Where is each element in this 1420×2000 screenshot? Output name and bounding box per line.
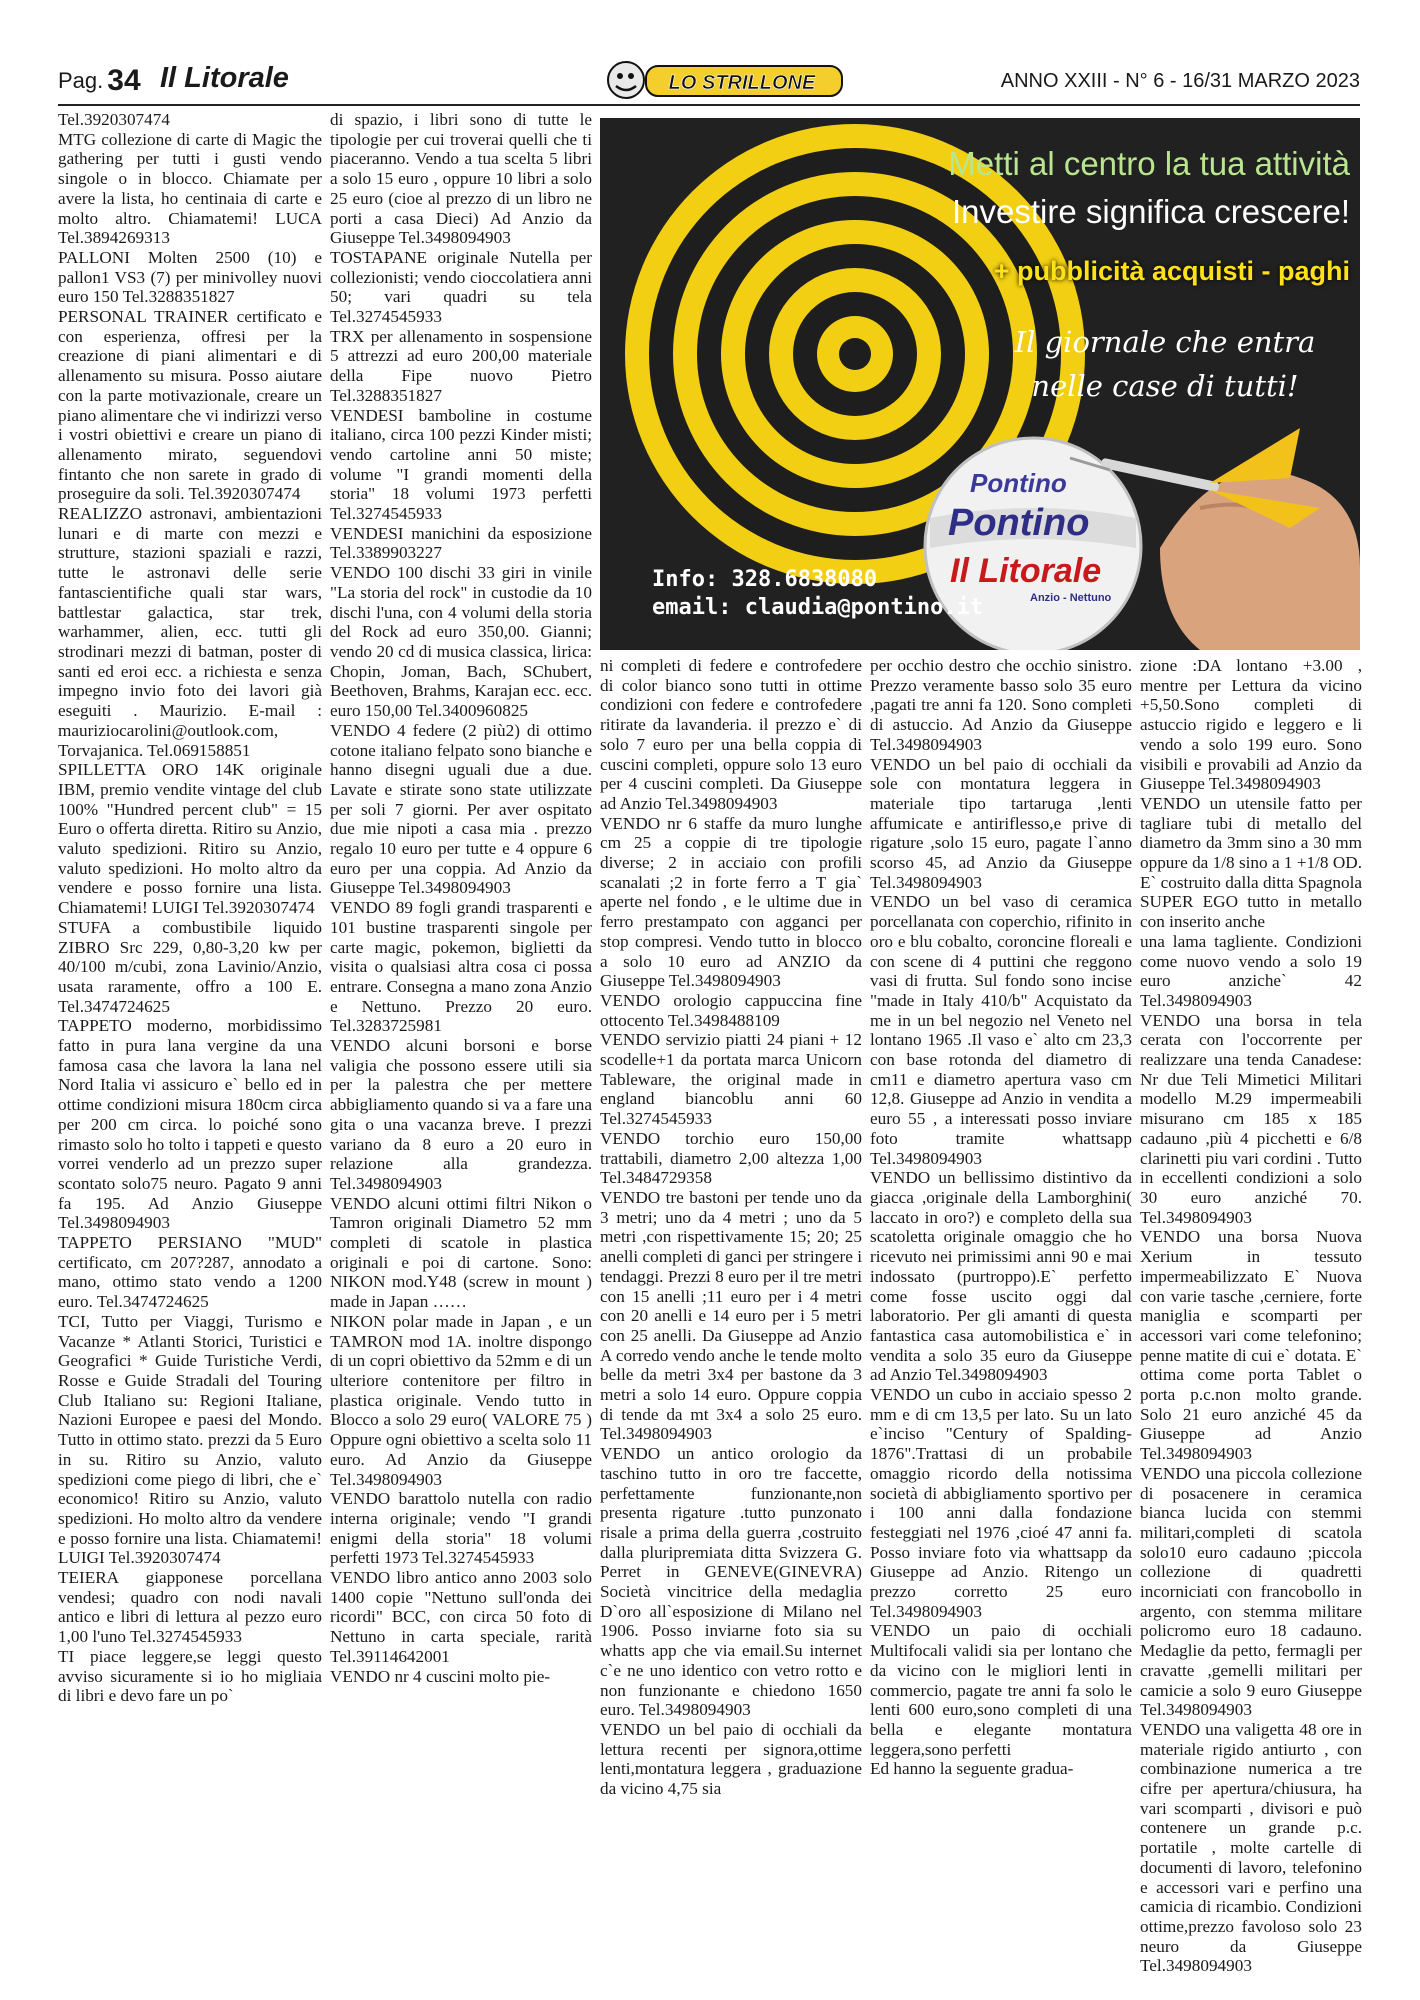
classified-ad: VENDO nr 4 cuscini molto pie- [330, 1666, 551, 1686]
ad-slogan-line-2: nelle case di tutti! [1031, 369, 1299, 403]
page-header [58, 58, 1360, 106]
classified-ad: Tel.3920307474 [58, 110, 170, 129]
ad-slogan-line-1: Il giornale che entra [1014, 325, 1316, 359]
classified-ad: VENDO una borsa in tela cerata con l'occorrente per realizzare una tenda Canadese: Nr due Teli Mimetici Militari modello M.29 impermeabili misurano cm 185 x 185 cadauno ,più 4 picchetti e 6/8 clarinetti piu vari cordini . Tutto in eccellenti condizioni a solo 30 euro anziché 70. Tel.3498094903 [1140, 1010, 1362, 1227]
page-number: 34 [107, 64, 141, 97]
ad-headline-2: Investire significa crescere! [952, 193, 1350, 230]
classified-ad: VENDO 100 dischi 33 giri in vinile "La storia del rock" in custodie da 10 dischi l'una, con 4 volumi della storia del Rock ad euro 350,00. Gianni; vendo 20 cd di musica classica, lirica: Chopin, Joman, Bach, SChubert, Beethoven, Brahms, Karajan ecc. ecc. euro 150,00 Tel.3400960825 [330, 563, 592, 721]
classified-ad: VENDO un bel paio di occhiali da lettura recenti per signora,ottime lenti,montatura leggera , graduazione da vicino 4,75 sia [600, 1719, 862, 1799]
classified-ad: TOSTAPANE originale Nutella per collezionisti; vendo cioccolatiera anni 50; vari quadri su tela Tel.3274545933 [330, 247, 592, 327]
ad-headline-3: + pubblicità acquisti - paghi [993, 256, 1350, 286]
classified-ad: VENDO un utensile fatto per tagliare tubi di metallo del diametro da 3mm sino a 30 mm oppure da 1/8 sino a 1 +1/8 OD. E` costruito dalla ditta Spagnola SUPER EGO tutto in metallo con inserito anche [1140, 793, 1362, 932]
classified-ad: VENDO una valigetta 48 ore in materiale rigido antiurto , con combinazione numerica a tre cifre per apertura/chiusura, ha vari scomparti , divisori e può contenere un grande p.c. portatile , molte cartelle di documenti di lavoro, telefonino e accessori vari e perfino una camicia di ricambio. Condizioni ottime,prezzo favoloso solo 23 neuro da Giuseppe Tel.3498094903 [1140, 1719, 1362, 1976]
header-rule [58, 104, 1360, 106]
classified-ad: VENDESI bamboline in costume italiano, circa 100 pezzi Kinder misti; vendo cartoline anni 50 miste; volume "I grandi momenti della storia" 18 volumi 1973 perfetti Tel.3274545933 [330, 405, 592, 524]
ball-label-sub: Anzio - Nettuno [1030, 592, 1112, 604]
classified-ad: REALIZZO astronavi, ambientazioni lunari e di marte con mezzi e strutture, stazioni spaziali e razzi, tutte le astronavi delle serie fantascientifiche quali star wars, battlestar galactica, star trek, warhammer, alien, ecc. tutti gli strodinari mezzi di batman, poster di santi ed eroi ecc. a richiesta e senza impegno invio foto dei lavori già eseguiti . Maurizio. E-mail : mauriziocarolini@outlook.com, Torvajanica. Tel.069158851 [58, 504, 322, 760]
ball-label-mid: Pontino [948, 502, 1090, 544]
classified-ad: VENDO un antico orologio da taschino tutto in oro tre faccette, perfettamente funzionante,non presenta rigature .tutto punzonato risale a prima della guerra ,costruito dalla pluripremiata ditta Svizzera G. Perret in GENEVE(GINEVRA) Società vincitrice della medaglia D`oro all`esposizione di Milano nel 1906. Posso inviarne foto sia su whatts app che via email.Su internet c`e ne uno identico con vetro rotto e non funzionante e chiedono 1650 euro. Tel.3498094903 [600, 1444, 862, 1720]
classified-ad: VENDO tre bastoni per tende uno da 3 metri; uno da 4 metri ; uno da 5 metri ,con rispettivamente 15; 20; 25 anelli completi di ganci per stringere i tendaggi. Prezzi 8 euro per il tre metri con 15 anelli ;11 euro per i 4 metri con 20 anelli e 14 euro per i 5 metri con 25 anelli. Da Giuseppe ad Anzio A corredo vendo anche le tende molto belle da metri 3x4 per bastone da 3 metri a solo 14 euro. Oppure coppia di tende da mt 3x4 a solo 25 euro. Tel.3498094903 [600, 1187, 862, 1444]
issue-info: ANNO XXIII - N° 6 - 16/31 MARZO 2023 [1000, 70, 1360, 92]
classified-ad: VENDO un cubo in acciaio spesso 2 mm e di cm 13,5 per lato. Su un lato e`inciso "Century of Spalding-1876".Trattasi di un probabile omaggio ricordo della notissima società di abbigliamento sportivo per i 100 anni dalla fondazione festeggiati nel 1976 ,cioé 47 anni fa. Posso inviare foto via whattsapp da Giuseppe ad Anzio. Ritengo un prezzo corretto 25 euro Tel.3498094903 [870, 1385, 1132, 1621]
classified-ad: VENDO alcuni borsoni e borse valigia che possono essere utili sia per la palestra che per mettere abbigliamento quando si va a fare una gita o una vacanza breve. I prezzi variano da 8 euro a 20 euro in relazione alla grandezza. Tel.3498094903 [330, 1036, 592, 1193]
classified-ad: VENDO alcuni ottimi filtri Nikon o Tamron originali Diametro 52 mm completi di scatole in plastica originali e poi di cartone. Sono: NIKON mod.Y48 (screw in mount ) made in Japan …… [330, 1193, 592, 1312]
classified-ad: Ed hanno la seguente gradua- [870, 1759, 1074, 1779]
ball-label-bottom: Il Litorale [950, 552, 1102, 590]
logo-text: LO STRILLONE [668, 72, 816, 94]
classified-ad: TAPPETO moderno, morbidissimo fatto in pura lana vergine da una famosa casa che lavora la lana nel Nord Italia vi assicuro e` bello ed in ottime condizioni misura 180cm circa per 200 cm circa. lo poiché sono rimasto solo ho tolto i tappeti e questo vorrei venderlo ad un prezzo super scontato solo75 neuro. Pagato 9 anni fa 195. Ad Anzio Giuseppe Tel.3498094903 [58, 1016, 322, 1233]
classified-ad: VENDO 4 federe (2 più2) di ottimo cotone italiano felpato sono bianche e hanno disegni uguali due a due. Lavate e stirate sono state utilizzate per soli 7 giorni. Per aver ospitato due mie nipoti a casa mia . prezzo regalo 10 euro per tutte e 4 oppure 6 euro per una coppia. Ad Anzio da Giuseppe Tel.3498094903 [330, 720, 592, 898]
page-number-block [58, 62, 141, 96]
classified-ad: VENDO servizio piatti 24 piani + 12 scodelle+1 da portata marca Unicorn Tableware, the original made in england biancoblu anni 60 Tel.3274545933 [600, 1030, 862, 1129]
ad-slogan [980, 320, 1350, 408]
lo-strillone-logo [600, 58, 848, 102]
classified-ad: TRX per allenamento in sospensione 5 attrezzi ad euro 200,00 materiale della Fipe nuovo Pietro Tel.3288351827 [330, 326, 592, 405]
classified-ad: VENDO 89 fogli grandi trasparenti e 101 bustine trasparenti singole per carte magic, pokemon, biglietti da visita o qualsiasi altra cosa ci possa entrare. Consegna a mano zona Anzio e Nettuno. Prezzo 20 euro. Tel.3283725981 [330, 898, 592, 1036]
classifieds-column-1 [58, 110, 322, 1978]
classifieds-column-2 [330, 110, 592, 1978]
classified-ad: per occhio destro che occhio sinistro. Prezzo veramente basso solo 35 euro ,pagati tre anni fa 120. Sono completi di astuccio. Ad Anzio da Giuseppe Tel.3498094903 [870, 656, 1132, 754]
classifieds-column-4 [870, 656, 1132, 1978]
ad-phone: Info: 328.6838080 [652, 567, 878, 592]
newspaper-name: Il Litorale [160, 62, 289, 94]
classified-ad: SPILLETTA ORO 14K originale IBM, premio vendite vintage del club 100% "Hundred percent club" = 15 Euro o offerta diretta. Ritiro su Anzio, valuto spedizioni. Ritiro su Anzio, valuto spedizioni. Ho molto altro da vendere e posso fornire una lista. Chiamatemi! LUIGI Tel.3920307474 [58, 760, 322, 918]
classified-ad: TAPPETO PERSIANO "MUD" certificato, cm 207?287, annodato a mano, ottimo stato vendo a 1200 euro. Tel.3474724625 [58, 1233, 322, 1312]
classified-ad: VENDO orologio cappuccina fine ottocento Tel.3498488109 [600, 990, 862, 1030]
classified-ad: VENDO nr 6 staffe da muro lunghe cm 25 a coppie di tre tipologie diverse; 2 in acciaio con profili scanalati ;2 in forte ferro a T gia` aperte nel fondo , e le ultime due in ferro prestampato con agganci per stop compresi. Vendo tutto in blocco a solo 10 euro ad ANZIO da Giuseppe Tel.3498094903 [600, 813, 862, 991]
classifieds-column-3 [600, 656, 862, 1978]
classified-ad: una lama tagliente. Condizioni come nuovo vendo a solo 19 euro anziche` 42 Tel.3498094903 [1140, 931, 1362, 1010]
classified-ad: TEIERA giapponese porcellana vendesi; quadro con nodi navali antico e libri di lettura al pezzo euro 1,00 l'uno Tel.3274545933 [58, 1568, 322, 1647]
ad-email: email: claudia@pontino.it [652, 595, 984, 620]
ad-headline-1: Metti al centro la tua attività [948, 145, 1350, 182]
classified-ad: ni completi di federe e controfedere di color bianco sono tutti in ottime condizioni con federe e controfedere ritirate da lavanderia. il prezzo e` di solo 7 euro per una bella coppia di cuscini completi, oppure solo 13 euro per 4 cuscini completi. Da Giuseppe ad Anzio Tel.3498094903 [600, 656, 862, 813]
classified-ad: PERSONAL TRAINER certificato e con esperienza, offresi per la creazione di piani alimentari e di allenamento su misura. Posso aiutare con la parte motivazionale, creare un piano alimentare che vi indirizzi verso i vostri obiettivi e creare un piano di allenamento mirato, seguendovi fintanto che non sarete in grado di proseguire da soli. Tel.3920307474 [58, 307, 322, 504]
classified-ad: VENDO un bel vaso di ceramica porcellanata con coperchio, rifinito in oro e blu cobalto, coroncine floreali e con scene di 4 puttini che reggono vasi di frutta. Sul fondo sono incise "made in Italy 410/b" Acquistato da me in un bel negozio nel Veneto nel lontano 1965 .Il vaso e` alto cm 23,3 con base rotonda del diametro di cm11 e diametro apertura vaso cm 12,8. Giuseppe ad Anzio in vendita a euro 55 , a interessati posso inviare foto tramite whattsapp Tel.3498094903 [870, 892, 1132, 1168]
classified-ad: TCI, Tutto per Viaggi, Turismo e Vacanze * Atlanti Storici, Turistici e Geografici * Guide Turistiche Verdi, Rosse e Guide Stradali del Touring Club Italiano su: Regioni Italiane, Nazioni Europee e paesi del Mondo. Tutto in ottimo stato. prezzi da 5 Euro in su. Ritiro su Anzio, valuto spedizioni come piego di libri, che e` economico! Ritiro su Anzio, valuto spedizioni. Ho molto altro da vendere e posso fornire una lista. Chiamatemi! LUIGI Tel.3920307474 [58, 1311, 322, 1568]
page-label: Pag. [58, 68, 104, 93]
classified-ad: TI piace leggere,se leggi questo avviso sicuramente si io ho migliaia di libri e devo fare un po` [58, 1646, 322, 1706]
classified-ad: di spazio, i libri sono di tutte le tipologie per cui troverai quelli che ti piaceranno. Vendo a tua scelta 5 libri a solo 15 euro , oppure 10 libri a solo 25 euro (cioe al prezzo di un libro ne porti a casa Dieci) Ad Anzio da Giuseppe Tel.3498094903 [330, 110, 592, 248]
classified-ad: PALLONI Molten 2500 (10) e pallon1 VS3 (7) per minivolley nuovi euro 150 Tel.3288351827 [58, 247, 322, 307]
classified-ad: VENDO una piccola collezione di posacenere in ceramica bianca lucida con stemmi militari,completi di scatola solo10 euro cadauno ;piccola collezione di quadretti incorniciati con francobollo in argento, con stemma militare policromo euro 18 cadauno. Medaglie da petto, fermagli per cravatte ,gemelli militari per camicie a solo 9 euro Giuseppe Tel.3498094903 [1140, 1463, 1362, 1720]
ball-label-top: Pontino [970, 468, 1067, 498]
classified-ad: MTG collezione di carte di Magic the gathering per tutti i gusti vendo singole o in blocco. Chiamate per avere la lista, ho centinaia di carte e molto altro. Chiamatemi! LUCA Tel.3894269313 [58, 129, 322, 248]
classified-ad: NIKON polar made in Japan , e un TAMRON mod 1A. inoltre dispongo di un copri obiettivo da 52mm e di un ulteriore contenitore per filtro in plastica originale. Vendo tutto in Blocco a solo 29 euro( VALORE 75 ) Oppure ogni obiettivo a scelta solo 11 euro. Ad Anzio da Giuseppe Tel.3498094903 [330, 1311, 592, 1489]
ad-contact [652, 566, 983, 622]
classified-ad: VENDO barattolo nutella con radio interna originale; vendo "I grandi enigmi della storia" 18 volumi perfetti 1973 Tel.3274545933 [330, 1489, 592, 1568]
classified-ad: VENDO torchio euro 150,00 trattabili, diametro 2,00 altezza 1,00 Tel.3484729358 [600, 1128, 862, 1188]
classified-ad: VENDO un bel paio di occhiali da sole con montatura leggera in materiale tipo tartaruga ,lenti affumicate e antiriflesso,e prive di rigature ,solo 15 euro, pagate l`anno scorso 45, ad Anzio da Giuseppe Tel.3498094903 [870, 754, 1132, 892]
classified-ad: VENDESI manichini da esposizione Tel.3389903227 [330, 523, 592, 563]
classified-ad: VENDO un paio di occhiali Multifocali validi sia per lontano che da vicino con le migliori lenti in commercio, pagate tre anni fa solo le lenti 600 euro,sono completi di una bella e elegante montatura leggera,sono perfetti [870, 1621, 1132, 1759]
advertisement [600, 118, 1360, 650]
classified-ad: VENDO libro antico anno 2003 solo 1400 copie "Nettuno sull'onda dei ricordi" BCC, con circa 50 foto di Nettuno in carta speciale, rarità Tel.39114642001 [330, 1568, 592, 1666]
classified-ad: zione :DA lontano +3.00 , mentre per Lettura da vicino +5,50.Sono completi di astuccio rigido e leggero e li vendo a solo 199 euro. Sono visibili e provabili ad Anzio da Giuseppe Tel.3498094903 [1140, 656, 1362, 794]
classified-ad: STUFA a combustibile liquido ZIBRO Src 229, 0,80-3,20 kw per 40/100 m/cubi, zona Lavinio/Anzio, usata raramente, offro a 100 E. Tel.3474724625 [58, 917, 322, 1016]
classifieds-column-5 [1140, 656, 1362, 1978]
classified-ad: VENDO un bellissimo distintivo da giacca ,originale della Lamborghini( laccato in oro?) e completo della sua scatoletta originale omaggio che ho ricevuto nei primissimi anni 90 e mai indossato (purtroppo).E` perfetto come fosse uscito oggi dal laboratorio. Per gli amanti di questa fantastica casa automobilistica e` in vendita a solo 35 euro da Giuseppe ad Anzio Tel.3498094903 [870, 1168, 1132, 1385]
classified-ad: VENDO una borsa Nuova Xerium in tessuto impermeabilizzato E` Nuova con varie tasche ,cerniere, forte maniglia e scomparti per accessori vari come telefonino; penne matite di cui e` dotata. E` ottima come porta Tablet o porta p.c.non molto grande. Solo 21 euro anziché 45 da Giuseppe ad Anzio Tel.3498094903 [1140, 1227, 1362, 1464]
